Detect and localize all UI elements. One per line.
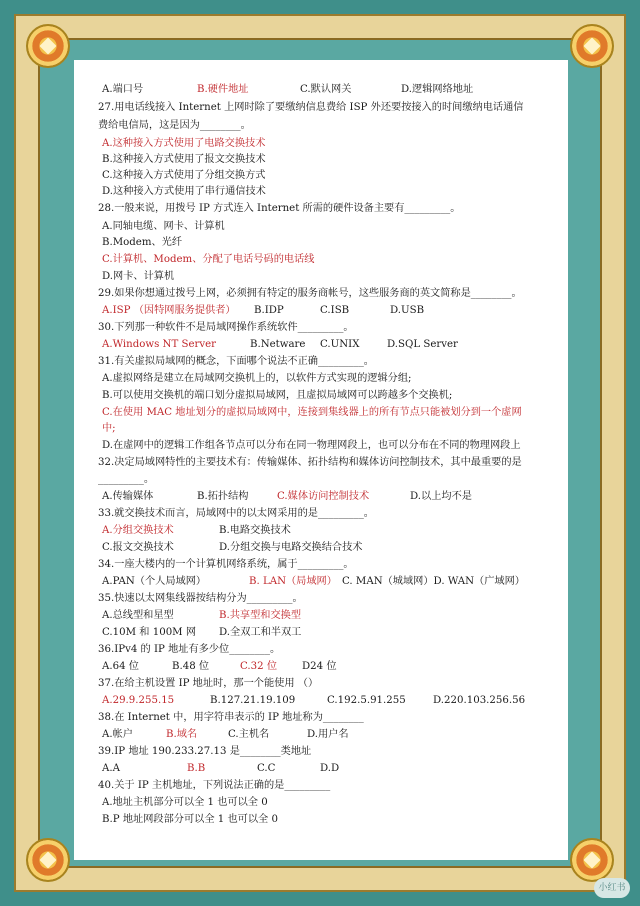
- question-text: B.Modem、光纤: [102, 237, 183, 248]
- question-text: 38.在 Internet 中，用字符串表示的 IP 地址称为________: [98, 712, 364, 723]
- question-text: D.网卡、计算机: [102, 271, 175, 282]
- question-text: A.PAN（个人局域网）: [102, 576, 207, 587]
- question-text: C.10M 和 100M 网: [102, 627, 197, 638]
- question-text: D.SQL Server: [387, 339, 458, 350]
- answer-text: C.在使用 MAC 地址划分的虚拟局域网中，连接到集线器上的所有节点只能被划分到一个虚网: [102, 407, 522, 418]
- answer-text: B.共享型和交换型: [219, 610, 302, 621]
- question-text: D.在虚网中的逻辑工作组各节点可以分布在同一物理网段上，也可以分布在不同的物理网段上: [102, 440, 521, 451]
- watermark-logo: 小红书: [594, 878, 630, 898]
- corner-ornament-icon: [570, 24, 614, 68]
- question-text: C.UNIX: [320, 339, 360, 350]
- question-text: A.同轴电缆、网卡、计算机: [102, 221, 225, 232]
- question-text: D.用户名: [307, 729, 349, 740]
- corner-ornament-icon: [26, 838, 70, 882]
- question-text: B.P 地址网段部分可以全 1 也可以全 0: [102, 814, 278, 825]
- question-text: 40.关于 IP 主机地址，下列说法正确的是_________: [98, 780, 331, 791]
- question-text: A.64 位: [102, 661, 139, 672]
- answer-text: A.29.9.255.15: [102, 695, 175, 706]
- question-text: B.电路交换技术: [219, 525, 291, 536]
- question-text: A.虚拟网络是建立在局域网交换机上的，以软件方式实现的逻辑分组;: [102, 373, 412, 384]
- answer-text: C.32 位: [240, 661, 278, 672]
- answer-text: C.媒体访问控制技术: [277, 491, 370, 502]
- question-text: A.传输媒体: [102, 491, 154, 502]
- corner-ornament-icon: [570, 838, 614, 882]
- question-text: C.默认网关: [300, 84, 352, 95]
- question-text: C.C: [257, 763, 276, 774]
- question-text: B.拓扑结构: [197, 491, 249, 502]
- question-text: C. MAN（城域网）D. WAN（广域网）: [342, 576, 525, 587]
- question-text: D.220.103.256.56: [433, 695, 526, 706]
- question-text: 36.IPv4 的 IP 地址有多少位________。: [98, 644, 281, 655]
- corner-ornament-icon: [26, 24, 70, 68]
- question-text: B.48 位: [172, 661, 210, 672]
- answer-text: B. LAN（局域网）: [249, 576, 337, 587]
- question-text: D.USB: [390, 305, 425, 316]
- question-text: 费给电信局，这是因为________。: [98, 120, 251, 131]
- question-text: B.Netware: [250, 339, 306, 350]
- question-text: B.可以使用交换机的端口划分虚拟局域网，且虚拟局域网可以跨越多个交换机;: [102, 390, 453, 401]
- question-text: A.总线型和星型: [102, 610, 174, 621]
- question-text: 39.IP 地址 190.233.27.13 是________类地址: [98, 746, 312, 757]
- question-text: B.这种接入方式使用了报文交换技术: [102, 154, 266, 165]
- answer-text: B.域名: [166, 729, 198, 740]
- question-text: D.D: [320, 763, 340, 774]
- answer-text: B.硬件地址: [197, 84, 249, 95]
- answer-text: 中;: [102, 423, 116, 434]
- question-text: 31.有关虚拟局域网的概念，下面哪个说法不正确_________。: [98, 356, 374, 367]
- question-text: A.端口号: [102, 84, 144, 95]
- answer-text: A.ISP （因特网服务提供者）: [102, 305, 236, 316]
- question-text: D.以上均不是: [410, 491, 472, 502]
- answer-text: A.Windows NT Server: [102, 339, 217, 350]
- question-text: C.这种接入方式使用了分组交换方式: [102, 170, 266, 181]
- question-text: A.帐户: [102, 729, 133, 740]
- question-text: 30.下列那一种软件不是局域网操作系统软件_________。: [98, 322, 354, 333]
- question-text: D.全双工和半双工: [219, 627, 302, 638]
- question-text: B.IDP: [254, 305, 284, 316]
- question-text: C.192.5.91.255: [327, 695, 406, 706]
- question-text: 37.在给主机设置 IP 地址时，那一个能使用 （）: [98, 678, 319, 689]
- question-text: D.逻辑网络地址: [401, 84, 474, 95]
- question-text: C.报文交换技术: [102, 542, 174, 553]
- answer-text: A.分组交换技术: [102, 525, 174, 536]
- question-text: 27.用电话线接入 Internet 上网时除了要缴纳信息费给 ISP 外还要按接入的时间缴纳电话通信: [98, 102, 524, 113]
- question-text: 34.一座大楼内的一个计算机网络系统，属于_________。: [98, 559, 354, 570]
- question-text: A.A: [102, 763, 120, 774]
- question-text: A.地址主机部分可以全 1 也可以全 0: [102, 797, 268, 808]
- question-text: 35.快速以太网集线器按结构分为_________。: [98, 593, 303, 604]
- question-text: D.这种接入方式使用了串行通信技术: [102, 186, 266, 197]
- answer-text: C.计算机、Modem、分配了电话号码的电话线: [102, 254, 315, 265]
- question-text: _________。: [98, 474, 155, 485]
- question-text: B.127.21.19.109: [210, 695, 296, 706]
- answer-text: A.这种接入方式使用了电路交换技术: [102, 138, 266, 149]
- question-text: C.ISB: [320, 305, 350, 316]
- question-text: 28.一般来说，用拨号 IP 方式连入 Internet 所需的硬件设备主要有_________。: [98, 203, 461, 214]
- question-text: 29.如果你想通过拨号上网，必须拥有特定的服务商帐号，这些服务商的英文简称是________。: [98, 288, 522, 299]
- question-text: 32.决定局域网特性的主要技术有：传输媒体、拓扑结构和媒体访问控制技术，其中最重要的是: [98, 457, 522, 468]
- answer-text: B.B: [187, 763, 206, 774]
- question-text: D24 位: [302, 661, 337, 672]
- question-text: D.分组交换与电路交换结合技术: [219, 542, 363, 553]
- question-text: C.主机名: [228, 729, 270, 740]
- question-text: 33.就交换技术而言，局域网中的以太网采用的是_________。: [98, 508, 374, 519]
